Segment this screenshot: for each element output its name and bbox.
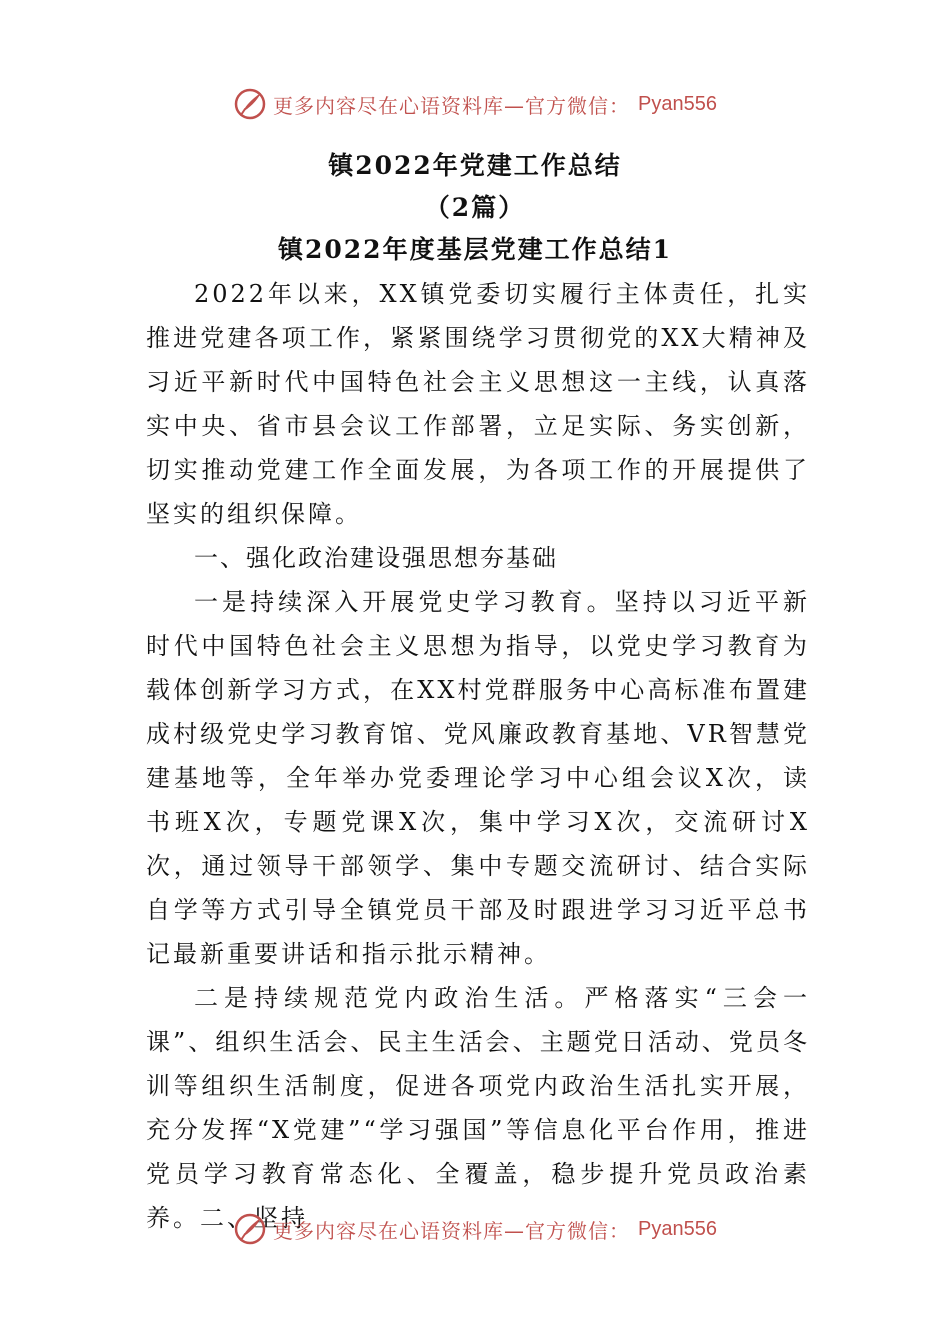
watermark-wechat-id: Pyan556 <box>638 92 717 115</box>
paragraph-item-2: 二是持续规范党内政治生活。严格落实“三会一课”、组织生活会、民主生活会、主题党日活动、党员冬训等组织生活制度，促进各项党内政治生活扎实开展，充分发挥“X党建”“学习强国”等信息化平台作用，推进党员学习教育常态化、全覆盖，稳步提升党员政治素养。二、坚持 <box>146 984 810 1232</box>
document-body <box>146 272 810 1240</box>
quill-logo-icon <box>233 87 267 121</box>
watermark-footer <box>0 1209 950 1249</box>
watermark-text: 更多内容尽在心语资料库—官方微信： <box>273 1218 631 1243</box>
section-title: 镇2022年度基层党建工作总结1 <box>278 235 672 264</box>
paragraph-heading-1: 一、强化政治建设强思想夯基础 <box>194 544 558 572</box>
watermark-header <box>0 84 950 124</box>
paragraph-item-1: 一是持续深入开展党史学习教育。坚持以习近平新时代中国特色社会主义思想为指导，以党史学习教育为载体创新学习方式，在XX村党群服务中心高标准布置建成村级党史学习教育馆、党风廉政教育基地、VR智慧党建基地等，全年举办党委理论学习中心组会议X次，读书班X次，专题党课X次，集中学习X次，交流研讨X次，通过领导干部领学、集中专题交流研讨、结合实际自学等方式引导全镇党员干部及时跟进学习习近平总书记最新重要讲话和指示批示精神。 <box>146 588 810 968</box>
quill-logo-icon <box>233 1212 267 1246</box>
watermark-wechat-id: Pyan556 <box>638 1217 717 1240</box>
document-subtitle: （2篇） <box>424 193 526 222</box>
paragraph-intro: 2022年以来，XX镇党委切实履行主体责任，扎实推进党建各项工作，紧紧围绕学习贯彻党的XX大精神及习近平新时代中国特色社会主义思想这一主线，认真落实中央、省市县会议工作部署，立足实际、务实创新，切实推动党建工作全面发展，为各项工作的开展提供了坚实的组织保障。 <box>146 280 810 528</box>
watermark-text: 更多内容尽在心语资料库—官方微信： <box>273 93 631 118</box>
document-title: 镇2022年党建工作总结 <box>328 151 622 180</box>
